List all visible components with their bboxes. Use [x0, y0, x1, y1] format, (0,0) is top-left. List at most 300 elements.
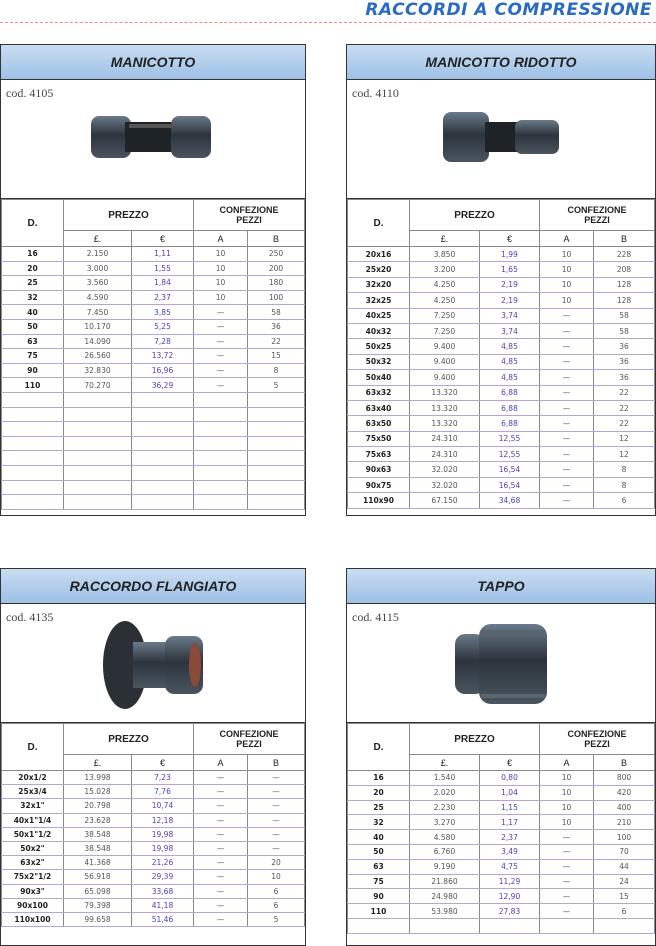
- cell-pack-a: —: [540, 339, 594, 354]
- coupling-icon: [89, 108, 213, 166]
- cell-price-lire: 4.580: [410, 830, 480, 845]
- cell-price-euro: 6,88: [480, 385, 540, 400]
- cell-pack-a: —: [194, 319, 248, 334]
- cell-price-lire: 9.190: [410, 859, 480, 874]
- cell-price-lire: 38.548: [64, 827, 132, 841]
- cell-pack-b: 128: [594, 293, 655, 308]
- cell-price-euro: 51,46: [132, 912, 194, 926]
- cell-diameter: 25x20: [348, 262, 410, 277]
- cell-price-lire: 32.020: [410, 462, 480, 477]
- cell-pack-a: [194, 480, 248, 495]
- cell-pack-b: 100: [594, 830, 655, 845]
- cell-price-euro: 27,83: [480, 904, 540, 919]
- table-row: [2, 290, 305, 305]
- product-photo-area: [347, 80, 655, 199]
- col-a: A: [540, 231, 594, 247]
- cell-price-euro: 6,88: [480, 400, 540, 415]
- cell-price-euro: 1,11: [132, 247, 194, 262]
- cell-price-euro: 16,54: [480, 462, 540, 477]
- cell-price-lire: 13.320: [410, 385, 480, 400]
- cell-diameter: 50: [2, 319, 64, 334]
- cell-diameter: [2, 451, 64, 466]
- cell-pack-a: 10: [194, 247, 248, 262]
- cell-pack-b: —: [248, 813, 305, 827]
- cell-diameter: 63x2": [2, 856, 64, 870]
- cell-diameter: 16: [348, 771, 410, 786]
- product-photo-area: [1, 80, 305, 199]
- cell-price-euro: 1,04: [480, 785, 540, 800]
- cell-diameter: 110: [348, 904, 410, 919]
- cell-pack-b: 200: [248, 261, 305, 276]
- cell-price-euro: 12,55: [480, 447, 540, 462]
- header-divider: [0, 22, 656, 23]
- cell-pack-b: 210: [594, 815, 655, 830]
- cell-pack-b: 10: [248, 870, 305, 884]
- cell-pack-b: 44: [594, 859, 655, 874]
- cell-diameter: 63: [348, 859, 410, 874]
- table-row: [2, 247, 305, 262]
- cell-price-lire: 79.398: [64, 898, 132, 912]
- cell-diameter: 75x63: [348, 447, 410, 462]
- cell-diameter: 110x100: [2, 912, 64, 926]
- cell-pack-b: 6: [594, 493, 655, 508]
- table-row: [348, 431, 655, 446]
- table-row: [2, 771, 305, 785]
- col-price: PREZZO: [64, 724, 194, 755]
- cell-price-euro: [132, 495, 194, 510]
- table-row: [348, 493, 655, 508]
- cell-price-euro: 4,85: [480, 339, 540, 354]
- col-b: B: [248, 231, 305, 247]
- cell-price-euro: 2,37: [480, 830, 540, 845]
- cell-diameter: 40x1"1/4: [2, 813, 64, 827]
- cell-pack-a: —: [540, 416, 594, 431]
- cell-diameter: 32: [348, 815, 410, 830]
- cell-pack-a: 10: [540, 800, 594, 815]
- table-row: [2, 363, 305, 378]
- col-package-label: CONFEZIONE: [567, 729, 627, 739]
- cell-price-euro: 7,28: [132, 334, 194, 349]
- cell-pack-a: —: [540, 477, 594, 492]
- cell-price-lire: 7.250: [410, 323, 480, 338]
- col-package: [540, 724, 655, 755]
- cell-diameter: 32x1": [2, 799, 64, 813]
- cell-price-euro: 0,80: [480, 771, 540, 786]
- table-row: [2, 841, 305, 855]
- cell-price-lire: 24.310: [410, 447, 480, 462]
- col-price: PREZZO: [410, 200, 540, 231]
- col-price: PREZZO: [410, 724, 540, 755]
- table-row: [2, 276, 305, 291]
- cell-price-lire: 9.400: [410, 354, 480, 369]
- cell-pack-a: —: [194, 870, 248, 884]
- cell-pack-a: —: [540, 323, 594, 338]
- cell-pack-b: 8: [594, 462, 655, 477]
- cell-price-euro: 3,85: [132, 305, 194, 320]
- cell-price-euro: 2,37: [132, 290, 194, 305]
- col-diameter: D.: [2, 724, 64, 771]
- cell-pack-b: 420: [594, 785, 655, 800]
- cell-diameter: 50x32: [348, 354, 410, 369]
- cell-pack-b: 70: [594, 844, 655, 859]
- col-package-label: CONFEZIONE: [219, 205, 279, 215]
- cell-diameter: [2, 480, 64, 495]
- cell-price-euro: [132, 392, 194, 407]
- cell-diameter: 90: [2, 363, 64, 378]
- cell-diameter: 75: [2, 349, 64, 364]
- col-package: [194, 200, 305, 231]
- cell-price-lire: 15.028: [64, 785, 132, 799]
- cell-pack-b: 6: [248, 884, 305, 898]
- cell-price-lire: 3.560: [64, 276, 132, 291]
- cell-price-euro: 2,19: [480, 277, 540, 292]
- cell-diameter: 90: [348, 889, 410, 904]
- price-table: [347, 199, 655, 509]
- table-row: [348, 844, 655, 859]
- cell-price-lire: [64, 392, 132, 407]
- cell-price-lire: 9.400: [410, 370, 480, 385]
- panel-manicotto: [0, 44, 306, 516]
- table-row: [348, 293, 655, 308]
- cell-pack-a: —: [540, 859, 594, 874]
- cell-price-lire: [64, 407, 132, 422]
- cell-pack-b: 22: [594, 416, 655, 431]
- table-row: [2, 495, 305, 510]
- cell-pack-b: —: [248, 771, 305, 785]
- panel-title: TAPPO: [347, 569, 655, 604]
- table-row: [2, 465, 305, 480]
- reducing-coupling-icon: [441, 108, 563, 166]
- cell-pack-a: —: [540, 493, 594, 508]
- col-diameter: D.: [348, 200, 410, 247]
- cell-price-euro: 6,88: [480, 416, 540, 431]
- cell-price-euro: 4,75: [480, 859, 540, 874]
- table-row: [348, 785, 655, 800]
- table-row: [348, 462, 655, 477]
- cell-diameter: 110x90: [348, 493, 410, 508]
- table-row: [2, 480, 305, 495]
- col-package: [194, 724, 305, 755]
- col-b: B: [248, 755, 305, 771]
- table-row: [348, 477, 655, 492]
- cell-pack-a: —: [540, 889, 594, 904]
- cell-price-lire: 56.918: [64, 870, 132, 884]
- col-euro: €: [480, 231, 540, 247]
- cell-price-euro: 12,55: [480, 431, 540, 446]
- col-a: A: [194, 755, 248, 771]
- cell-pack-b: [248, 436, 305, 451]
- cell-diameter: 40: [348, 830, 410, 845]
- cell-diameter: 20x16: [348, 247, 410, 262]
- cell-price-lire: 21.860: [410, 874, 480, 889]
- cell-pack-a: [194, 407, 248, 422]
- table-row: [348, 354, 655, 369]
- cell-price-lire: 67.150: [410, 493, 480, 508]
- cell-price-lire: 32.830: [64, 363, 132, 378]
- col-package-label: CONFEZIONE: [567, 205, 627, 215]
- flanged-fitting-icon: [97, 618, 209, 712]
- price-table: [1, 199, 305, 510]
- table-row: [348, 400, 655, 415]
- cell-price-lire: 9.400: [410, 339, 480, 354]
- cell-price-euro: 10,74: [132, 799, 194, 813]
- cell-pack-a: [540, 918, 594, 933]
- table-row: [2, 407, 305, 422]
- cell-pack-a: —: [540, 308, 594, 323]
- table-row: [2, 334, 305, 349]
- table-row: [348, 904, 655, 919]
- table-row: [2, 451, 305, 466]
- cell-pack-b: 8: [594, 477, 655, 492]
- cell-price-lire: [64, 495, 132, 510]
- col-euro: €: [480, 755, 540, 771]
- panel-title: MANICOTTO RIDOTTO: [347, 45, 655, 80]
- cell-price-euro: 13,72: [132, 349, 194, 364]
- cell-price-lire: 3.850: [410, 247, 480, 262]
- cell-price-euro: [132, 451, 194, 466]
- cell-pack-a: [194, 392, 248, 407]
- table-row: [348, 889, 655, 904]
- price-table: [347, 723, 655, 934]
- cell-price-lire: 53.980: [410, 904, 480, 919]
- cell-diameter: [2, 407, 64, 422]
- cell-price-lire: 38.548: [64, 841, 132, 855]
- cell-pack-a: —: [540, 400, 594, 415]
- cell-diameter: 16: [2, 247, 64, 262]
- table-row: [2, 912, 305, 926]
- cell-pack-b: 36: [594, 339, 655, 354]
- cell-price-lire: 1.540: [410, 771, 480, 786]
- panel-title: RACCORDO FLANGIATO: [1, 569, 305, 604]
- cell-diameter: [348, 918, 410, 933]
- cell-pack-b: 22: [594, 400, 655, 415]
- cell-price-euro: [132, 422, 194, 437]
- cell-diameter: 20x1/2: [2, 771, 64, 785]
- cell-price-lire: [64, 422, 132, 437]
- panel-title: MANICOTTO: [1, 45, 305, 80]
- cell-price-euro: [132, 436, 194, 451]
- table-row: [348, 247, 655, 262]
- cell-pack-a: —: [540, 370, 594, 385]
- cell-price-euro: 2,19: [480, 293, 540, 308]
- cell-pack-b: 5: [248, 912, 305, 926]
- cell-pack-a: —: [194, 363, 248, 378]
- cell-pack-a: 10: [540, 262, 594, 277]
- cell-price-lire: [410, 918, 480, 933]
- cell-diameter: 63x32: [348, 385, 410, 400]
- cell-pack-a: [194, 465, 248, 480]
- table-row: [348, 859, 655, 874]
- cell-price-lire: 2.230: [410, 800, 480, 815]
- cell-price-euro: [480, 918, 540, 933]
- cell-pack-b: 6: [248, 898, 305, 912]
- cell-pack-b: 400: [594, 800, 655, 815]
- page-header: [0, 0, 656, 22]
- cell-price-lire: [64, 465, 132, 480]
- col-pieces-label: PEZZI: [236, 739, 262, 749]
- cell-pack-b: 36: [594, 354, 655, 369]
- cell-price-lire: 3.000: [64, 261, 132, 276]
- table-row: [2, 349, 305, 364]
- cell-price-euro: 29,39: [132, 870, 194, 884]
- cell-pack-a: —: [194, 799, 248, 813]
- cell-diameter: 75: [348, 874, 410, 889]
- cell-pack-b: —: [248, 827, 305, 841]
- cell-diameter: 32x20: [348, 277, 410, 292]
- product-photo-area: [1, 604, 305, 723]
- cell-pack-b: [248, 480, 305, 495]
- cell-diameter: 90x3": [2, 884, 64, 898]
- cell-pack-b: —: [248, 785, 305, 799]
- page-title: RACCORDI A COMPRESSIONE: [365, 0, 652, 20]
- col-diameter: D.: [2, 200, 64, 247]
- cell-diameter: 32x25: [348, 293, 410, 308]
- cell-pack-b: 58: [248, 305, 305, 320]
- cell-price-euro: 7,23: [132, 771, 194, 785]
- cell-price-euro: 34,68: [480, 493, 540, 508]
- col-euro: €: [132, 231, 194, 247]
- table-row: [348, 339, 655, 354]
- cell-price-euro: [132, 407, 194, 422]
- table-row: [2, 422, 305, 437]
- product-code: cod. 4135: [6, 610, 54, 624]
- cell-pack-b: 5: [248, 378, 305, 393]
- cell-pack-b: [594, 918, 655, 933]
- cell-pack-b: 58: [594, 323, 655, 338]
- table-row: [2, 378, 305, 393]
- cell-diameter: [2, 465, 64, 480]
- cap-icon: [451, 620, 551, 708]
- table-row: [2, 813, 305, 827]
- cell-pack-b: 180: [248, 276, 305, 291]
- cell-diameter: 75x2"1/2: [2, 870, 64, 884]
- table-row: [348, 277, 655, 292]
- cell-price-euro: 16,54: [480, 477, 540, 492]
- cell-price-lire: 41.368: [64, 856, 132, 870]
- cell-diameter: 63x50: [348, 416, 410, 431]
- table-row: [2, 799, 305, 813]
- cell-price-lire: 24.980: [410, 889, 480, 904]
- cell-pack-b: 128: [594, 277, 655, 292]
- cell-price-lire: 4.250: [410, 293, 480, 308]
- table-row: [2, 436, 305, 451]
- product-code: cod. 4105: [6, 86, 54, 100]
- cell-pack-a: 10: [194, 290, 248, 305]
- table-row: [2, 856, 305, 870]
- cell-diameter: 90x75: [348, 477, 410, 492]
- cell-price-euro: 1,99: [480, 247, 540, 262]
- cell-pack-b: [248, 495, 305, 510]
- cell-price-euro: [132, 480, 194, 495]
- cell-price-lire: 70.270: [64, 378, 132, 393]
- cell-price-euro: 3,49: [480, 844, 540, 859]
- col-lire: £.: [410, 755, 480, 771]
- cell-price-lire: 10.170: [64, 319, 132, 334]
- cell-price-euro: 1,55: [132, 261, 194, 276]
- cell-diameter: 63x40: [348, 400, 410, 415]
- cell-diameter: [2, 422, 64, 437]
- cell-pack-a: —: [540, 447, 594, 462]
- cell-price-lire: 2.150: [64, 247, 132, 262]
- cell-pack-a: —: [540, 462, 594, 477]
- table-row: [2, 870, 305, 884]
- cell-price-lire: [64, 480, 132, 495]
- cell-price-lire: 20.798: [64, 799, 132, 813]
- cell-price-lire: 14.090: [64, 334, 132, 349]
- cell-pack-b: [248, 407, 305, 422]
- cell-price-lire: [64, 436, 132, 451]
- col-package-label: CONFEZIONE: [219, 729, 279, 739]
- cell-price-lire: 6.760: [410, 844, 480, 859]
- cell-diameter: 50: [348, 844, 410, 859]
- table-row: [2, 305, 305, 320]
- cell-pack-b: 12: [594, 447, 655, 462]
- cell-pack-b: [248, 451, 305, 466]
- cell-pack-a: 10: [194, 261, 248, 276]
- cell-price-lire: 24.310: [410, 431, 480, 446]
- cell-price-euro: 3,74: [480, 308, 540, 323]
- cell-price-euro: 1,17: [480, 815, 540, 830]
- table-row: [2, 898, 305, 912]
- cell-price-euro: 12,90: [480, 889, 540, 904]
- cell-pack-a: —: [540, 844, 594, 859]
- table-row: [2, 827, 305, 841]
- cell-diameter: 50x2": [2, 841, 64, 855]
- cell-price-lire: 65.098: [64, 884, 132, 898]
- cell-pack-b: 228: [594, 247, 655, 262]
- cell-price-lire: 4.250: [410, 277, 480, 292]
- cell-pack-a: —: [194, 785, 248, 799]
- cell-price-euro: 7,76: [132, 785, 194, 799]
- table-row: [2, 261, 305, 276]
- cell-price-euro: 4,85: [480, 370, 540, 385]
- cell-price-lire: 99.658: [64, 912, 132, 926]
- cell-diameter: 75x50: [348, 431, 410, 446]
- cell-pack-b: —: [248, 799, 305, 813]
- table-row: [348, 918, 655, 933]
- cell-pack-b: 36: [248, 319, 305, 334]
- cell-price-euro: 21,26: [132, 856, 194, 870]
- col-pieces-label: PEZZI: [236, 215, 262, 225]
- cell-price-lire: 4.590: [64, 290, 132, 305]
- cell-price-lire: 7.450: [64, 305, 132, 320]
- cell-pack-b: 12: [594, 431, 655, 446]
- cell-pack-b: 208: [594, 262, 655, 277]
- cell-pack-a: 10: [540, 277, 594, 292]
- cell-pack-b: 22: [248, 334, 305, 349]
- col-a: A: [540, 755, 594, 771]
- cell-price-lire: 2.020: [410, 785, 480, 800]
- cell-price-lire: [64, 451, 132, 466]
- cell-diameter: 50x25: [348, 339, 410, 354]
- cell-pack-a: —: [194, 334, 248, 349]
- panel-raccordo-flangiato: [0, 568, 306, 946]
- col-lire: £.: [64, 755, 132, 771]
- cell-price-lire: 3.200: [410, 262, 480, 277]
- cell-diameter: 90x63: [348, 462, 410, 477]
- cell-diameter: 50x40: [348, 370, 410, 385]
- cell-pack-b: 24: [594, 874, 655, 889]
- col-euro: €: [132, 755, 194, 771]
- table-row: [348, 416, 655, 431]
- table-row: [348, 771, 655, 786]
- cell-pack-b: [248, 465, 305, 480]
- panel-tappo: [346, 568, 656, 946]
- col-a: A: [194, 231, 248, 247]
- cell-pack-a: —: [194, 378, 248, 393]
- cell-pack-a: [194, 422, 248, 437]
- cell-diameter: 40x32: [348, 323, 410, 338]
